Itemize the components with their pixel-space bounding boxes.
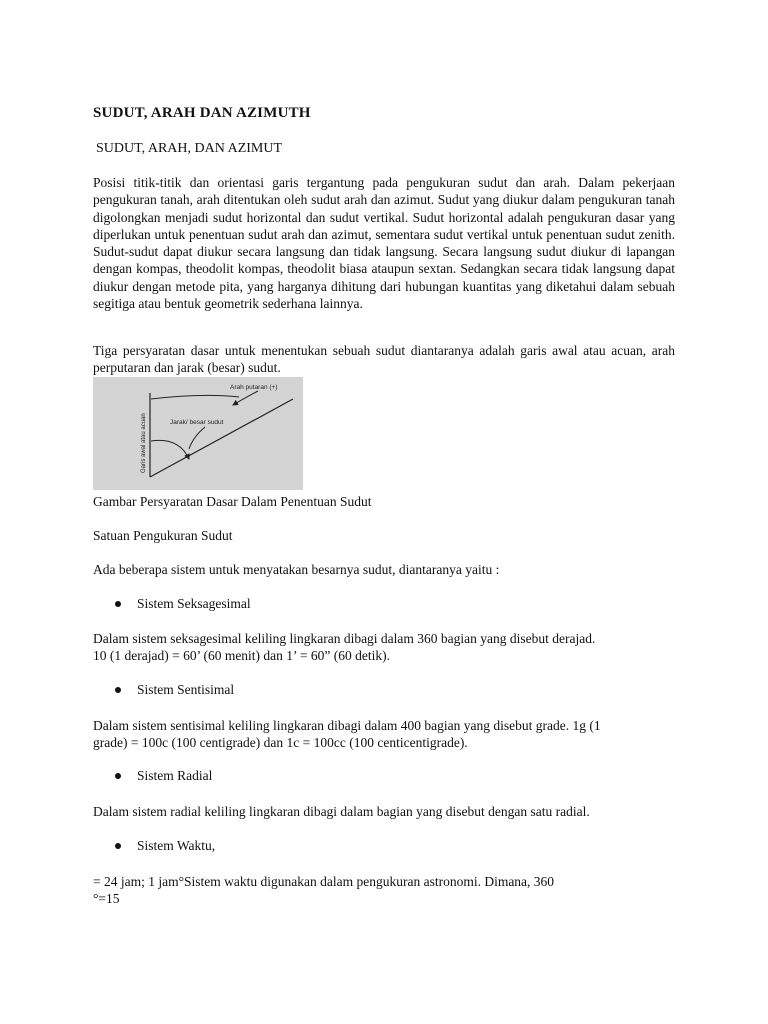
document-title: SUDUT, ARAH DAN AZIMUTH: [93, 105, 311, 121]
sentisimal-desc-1: Dalam sistem sentisimal keliling lingkaran dibagi dalam 400 bagian yang disebut grade. 1g (1: [93, 718, 601, 733]
document-subtitle: SUDUT, ARAH, DAN AZIMUT: [96, 141, 283, 156]
waktu-desc-1: = 24 jam; 1 jam°Sistem waktu digunakan dalam pengukuran astronomi. Dimana, 360: [93, 874, 555, 889]
section-heading: Satuan Pengukuran Sudut: [93, 528, 233, 543]
bullet-label: Sistem Seksagesimal: [137, 596, 251, 611]
distance-pointer: [189, 427, 205, 449]
sentisimal-desc-2: grade) = 100c (100 centigrade) dan 1c = 100cc (100 centicentigrade).: [93, 735, 468, 750]
angle-requirements-figure: [93, 377, 303, 490]
bullet-dot: [115, 601, 121, 607]
rotation-pointer: [233, 391, 258, 405]
bullet-waktu: [115, 838, 215, 854]
figure-caption: Gambar Persyaratan Dasar Dalam Penentuan Sudut: [93, 494, 372, 509]
seksagesimal-desc-1: Dalam sistem seksagesimal keliling lingkaran dibagi dalam 360 bagian yang disebut derajad.: [93, 631, 596, 646]
distance-label: Jarak/ besar sudut: [170, 419, 224, 426]
bullet-radial: [115, 768, 212, 784]
seksagesimal-desc-2: 10 (1 derajad) = 60’ (60 menit) dan 1’ = 60” (60 detik).: [93, 648, 391, 663]
bullet-sentisimal: [115, 682, 234, 698]
radial-desc: Dalam sistem radial keliling lingkaran dibagi dalam bagian yang disebut dengan satu radial.: [93, 804, 590, 819]
bullet-dot: [115, 687, 121, 693]
bullet-label: Sistem Waktu,: [137, 838, 216, 853]
bullet-label: Sistem Radial: [137, 768, 213, 783]
paragraph-requirements: Tiga persyaratan dasar untuk menentukan sebuah sudut diantaranya adalah garis awal atau acuan, arah perputaran dan jarak (besar) sudut.: [93, 343, 675, 376]
rotation-label: Arah putaran (+): [230, 384, 278, 391]
paragraph-intro: Posisi titik-titik dan orientasi garis tergantung pada pengukuran sudut dan arah. Dalam pekerjaan pengukuran tanah, arah ditentukan oleh sudut arah dan azimut. Sudut yang diukur dalam pengukuran tanah digolongkan menjadi sudut horizontal dan sudut vertikal. Sudut horizontal adalah pengukuran dasar yang diperlukan untuk penentuan sudut arah dan azimut, sementara sudut vertikal untuk penentuan sudut zenith. Sudut-sudut dapat diukur secara langsung dan tidak langsung. Secara langsung sudut diukur di lapangan dengan kompas, theodolit kompas, theodolit biasa ataupun sextan. Sedangkan secara tidak langsung dapat diukur dengan metode pita, yang harganya dihitung dari hubungan kuantitas yang diketahui dalam sebuah segitiga atau bentuk geometrik sederhana lainnya.: [93, 175, 675, 312]
bullet-dot: [115, 843, 121, 849]
systems-intro: Ada beberapa sistem untuk menyatakan besarnya sudut, diantaranya yaitu :: [93, 562, 500, 577]
bullet-dot: [115, 773, 121, 779]
angle-arm-line: [150, 399, 293, 477]
axis-label: Garis awal atau acuan: [141, 413, 147, 473]
distance-arc: [151, 440, 189, 459]
waktu-desc-2: °=15: [93, 891, 120, 906]
angle-diagram: [93, 377, 303, 490]
bullet-label: Sistem Sentisimal: [137, 682, 235, 697]
rotation-arc: [151, 395, 239, 399]
bullet-seksagesimal: [115, 596, 251, 612]
